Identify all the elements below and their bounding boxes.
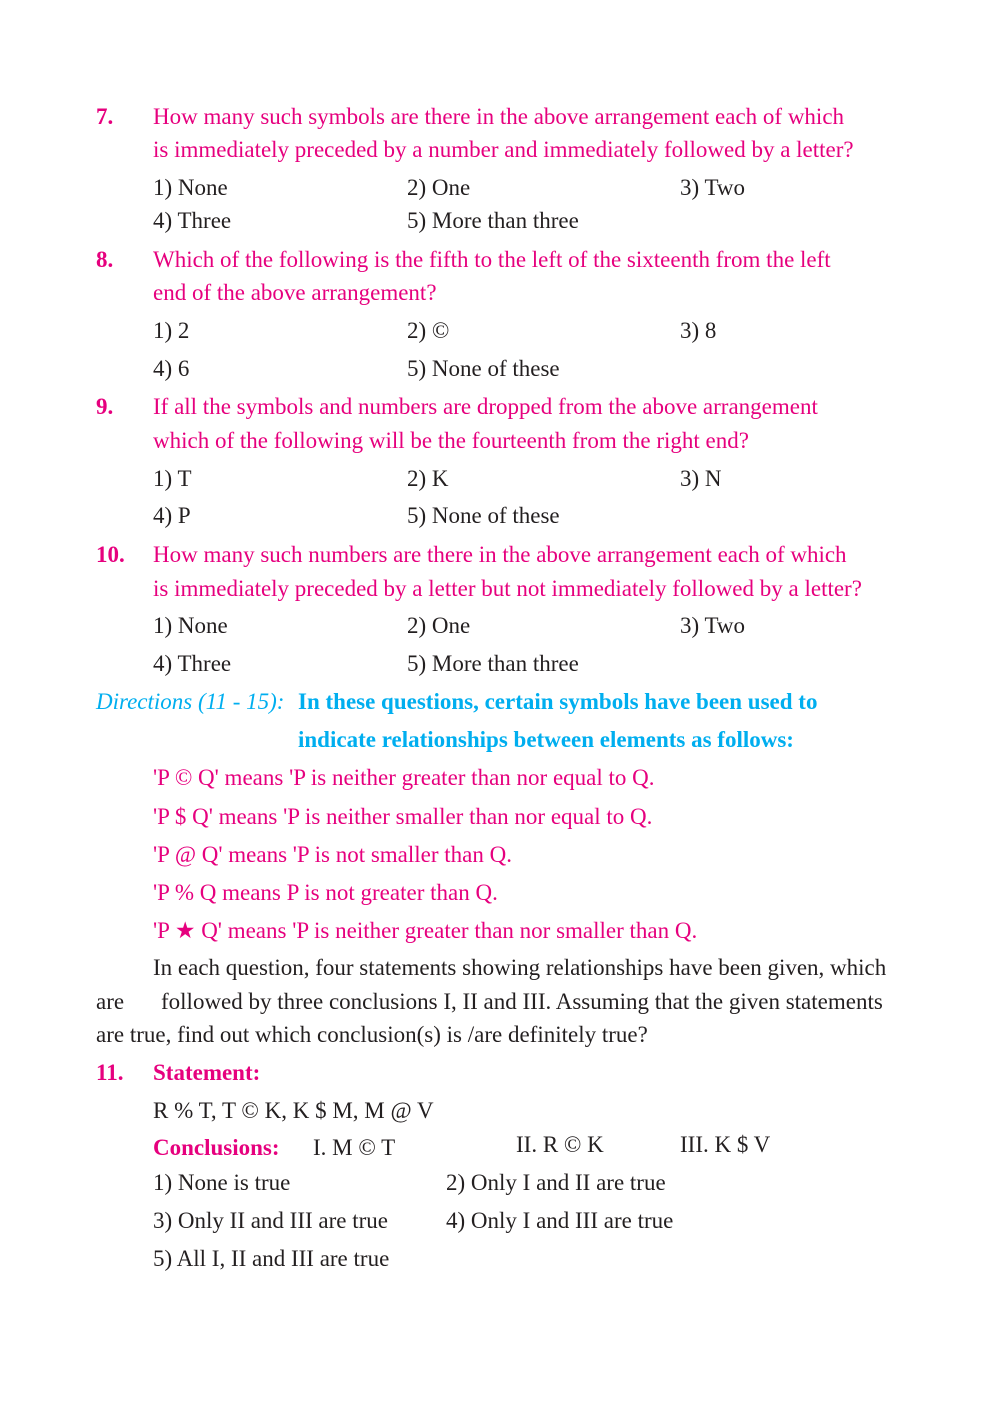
question-number: 8. — [96, 247, 114, 272]
question-text: How many such symbols are there in the above arrangement each of which — [153, 104, 845, 129]
symbol-definition: 'P @ Q' means 'P is not smaller than Q. — [153, 842, 512, 867]
question-text: How many such numbers are there in the above arrangement each of which — [153, 542, 847, 567]
symbol-definition: 'P © Q' means 'P is neither greater than nor equal to Q. — [153, 765, 655, 790]
question-number: 7. — [96, 104, 114, 129]
question-number: 10. — [96, 542, 125, 567]
option: 2) One — [407, 613, 471, 638]
option: 1) None — [153, 613, 228, 638]
question-number: 9. — [96, 394, 114, 419]
conclusion: I. M © T — [313, 1135, 396, 1160]
option: 4) P — [153, 503, 191, 528]
question-text: is immediately preceded by a letter but not immediately followed by a letter? — [153, 576, 862, 601]
instructions-text: are true, find out which conclusion(s) is /are definitely true? — [96, 1022, 648, 1047]
option: 3) N — [680, 466, 722, 491]
option: 1) 2 — [153, 318, 190, 343]
option: 1) None is true — [153, 1170, 291, 1195]
conclusion: III. K $ V — [680, 1132, 771, 1157]
instructions-text: are — [96, 989, 125, 1014]
instructions-text: In each question, four statements showing relationships have been given, which — [153, 955, 887, 980]
option: 4) 6 — [153, 356, 190, 381]
statement-label: Statement: — [153, 1060, 261, 1085]
symbol-definition: 'P % Q means P is not greater than Q. — [153, 880, 498, 905]
conclusion: II. R © K — [516, 1132, 604, 1157]
option: 5) All I, II and III are true — [153, 1246, 390, 1271]
symbol-definition: 'P $ Q' means 'P is neither smaller than nor equal to Q. — [153, 804, 653, 829]
directions-text: indicate relationships between elements as follows: — [298, 727, 794, 752]
option: 2) One — [407, 175, 471, 200]
question-text: If all the symbols and numbers are dropped from the above arrangement — [153, 394, 818, 419]
option: 5) More than three — [407, 208, 579, 233]
directions-text: In these questions, certain symbols have been used to — [298, 689, 818, 714]
option: 5) None of these — [407, 356, 560, 381]
option: 3) Two — [680, 175, 746, 200]
option: 1) T — [153, 466, 192, 491]
statement-text: R % T, T © K, K $ M, M @ V — [153, 1098, 434, 1123]
option: 2) Only I and II are true — [446, 1170, 666, 1195]
question-number: 11. — [96, 1060, 124, 1085]
option: 4) Three — [153, 208, 232, 233]
instructions-text: followed by three conclusions I, II and III. Assuming that the given statements — [161, 989, 883, 1014]
option: 1) None — [153, 175, 228, 200]
question-text: end of the above arrangement? — [153, 280, 437, 305]
option: 2) K — [407, 466, 449, 491]
question-text: Which of the following is the fifth to the left of the sixteenth from the left — [153, 247, 831, 272]
option: 3) 8 — [680, 318, 717, 343]
option: 5) More than three — [407, 651, 579, 676]
question-text: is immediately preceded by a number and immediately followed by a letter? — [153, 137, 854, 162]
symbol-definition: 'P ★ Q' means 'P is neither greater than nor smaller than Q. — [153, 918, 698, 943]
conclusions-label: Conclusions: — [153, 1135, 280, 1160]
option: 3) Only II and III are true — [153, 1208, 388, 1233]
option: 5) None of these — [407, 503, 560, 528]
option: 2) © — [407, 318, 450, 343]
question-text: which of the following will be the fourteenth from the right end? — [153, 428, 749, 453]
directions-label: Directions (11 - 15): — [96, 689, 285, 714]
option: 3) Two — [680, 613, 746, 638]
option: 4) Only I and III are true — [446, 1208, 674, 1233]
option: 4) Three — [153, 651, 232, 676]
